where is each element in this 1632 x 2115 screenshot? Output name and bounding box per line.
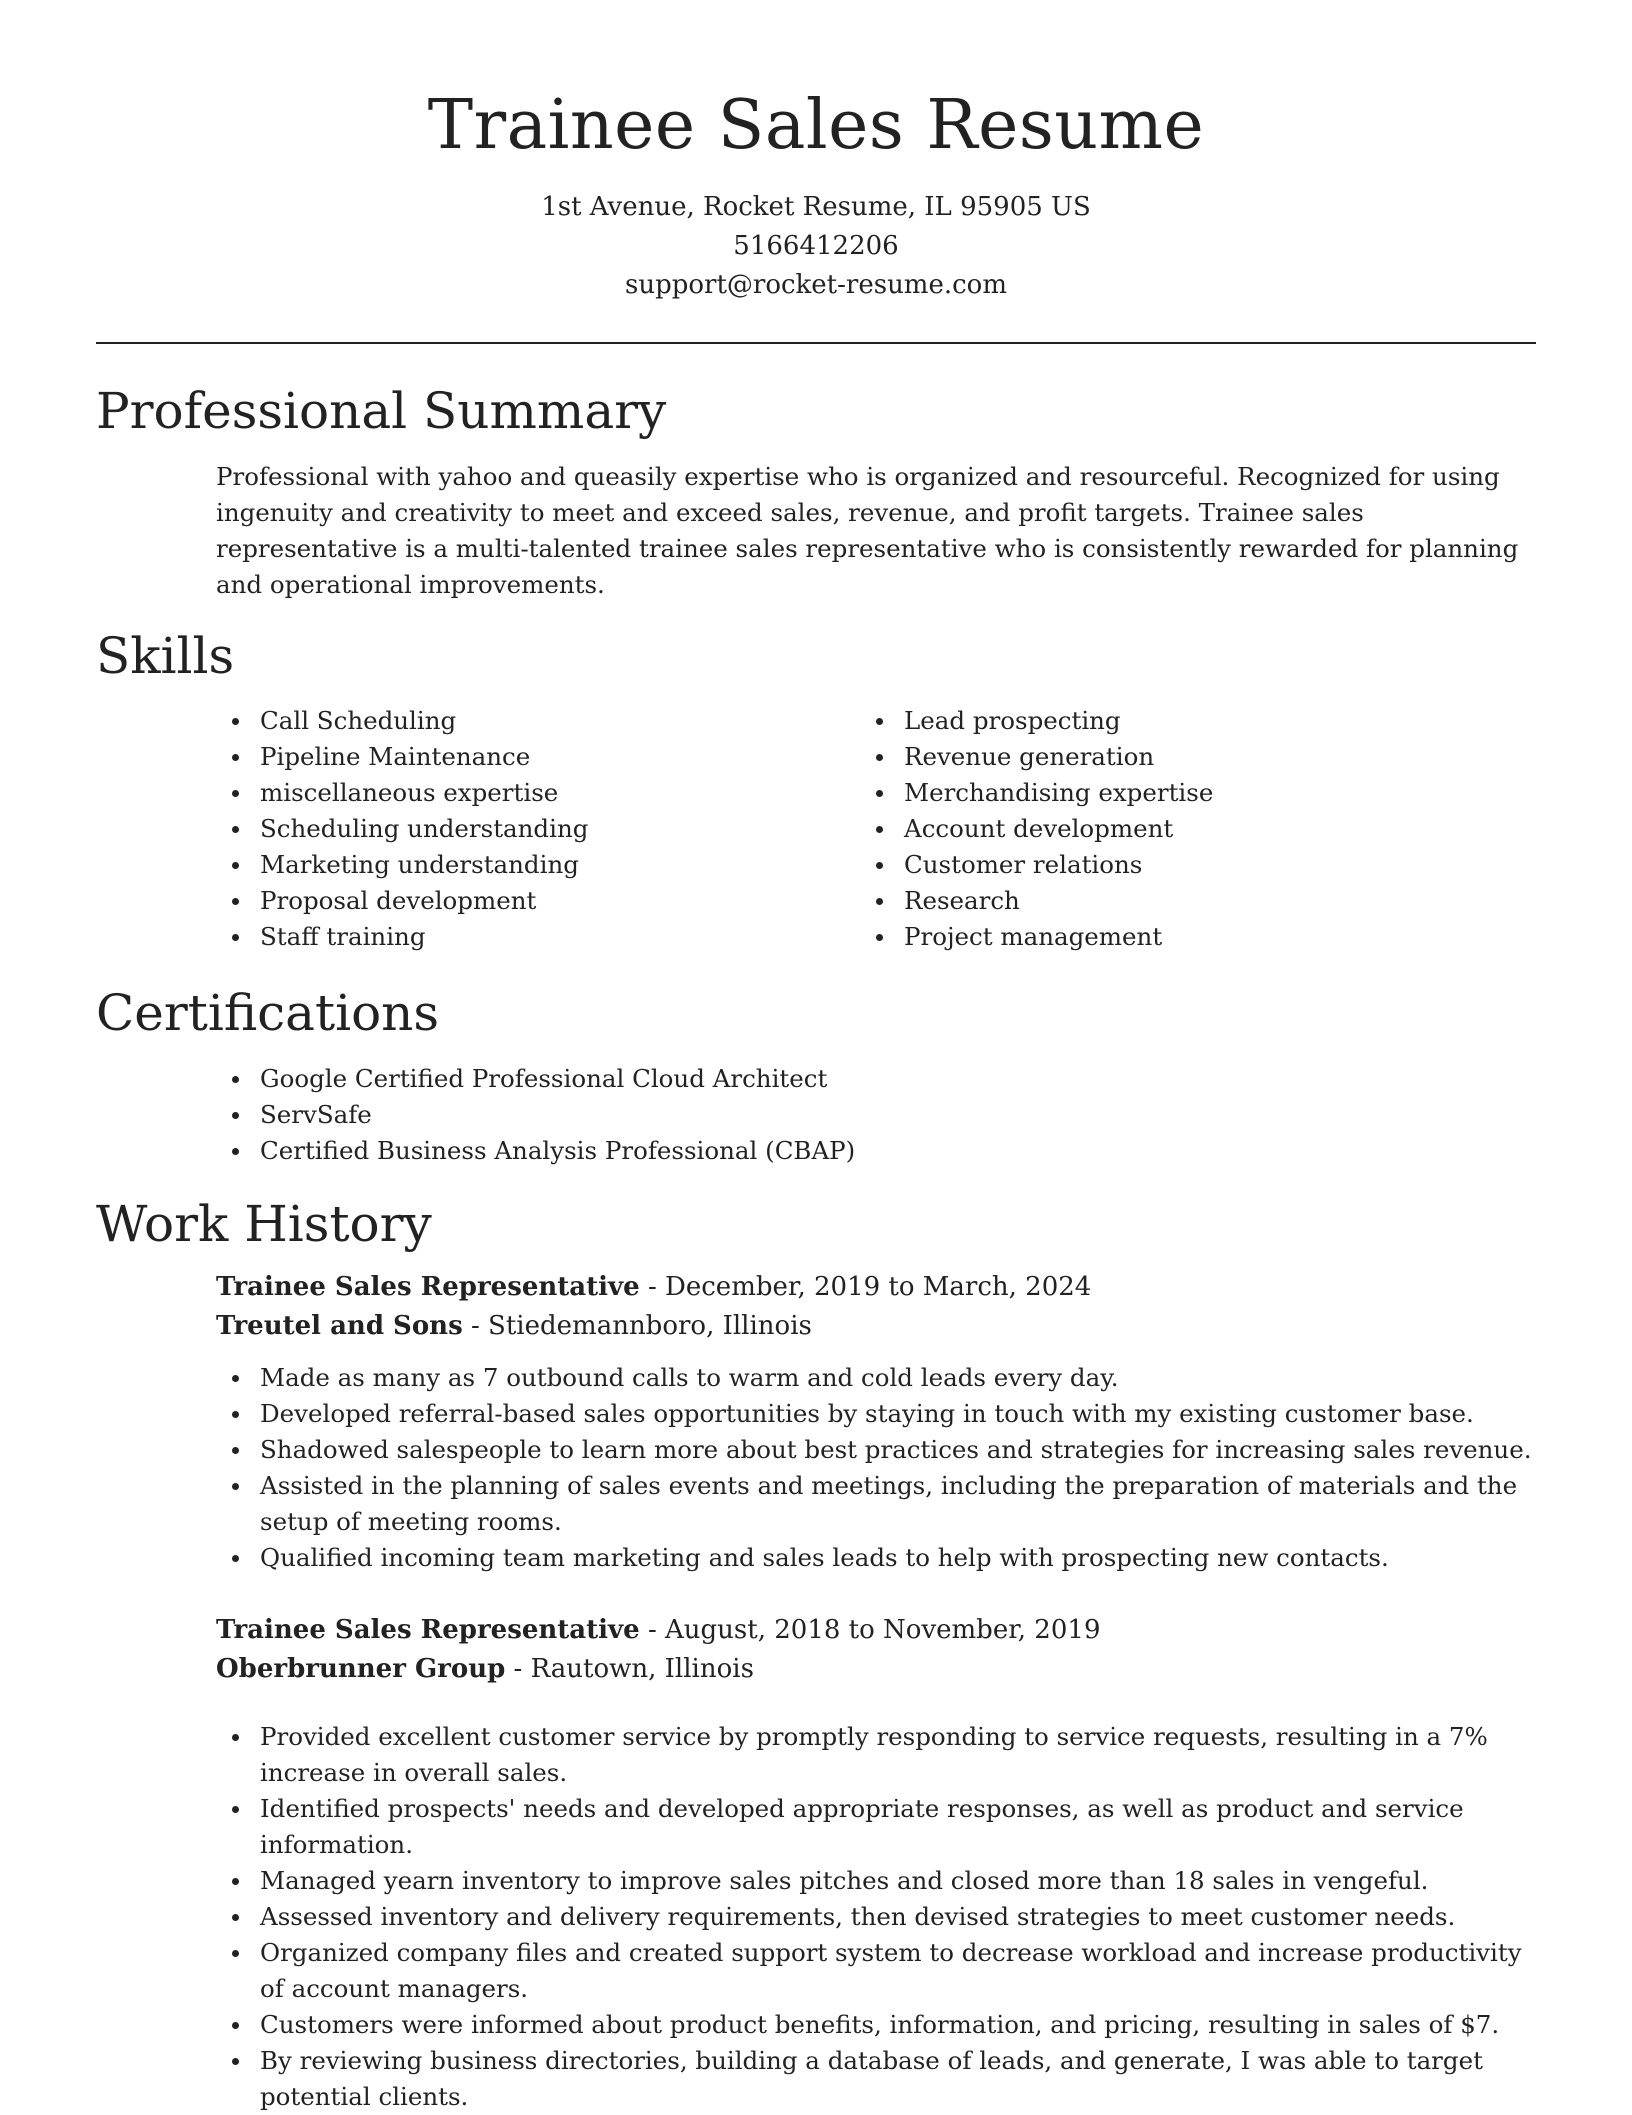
job-bullet: Made as many as 7 outbound calls to warm and cold leads every day. [216,1360,1536,1396]
skill-item: miscellaneous expertise [216,775,816,811]
job-bullet: Qualified incoming team marketing and sales leads to help with prospecting new contacts. [216,1540,1536,1576]
certification-item: ServSafe [216,1097,1536,1133]
bullet-icon [876,754,883,761]
job-location: - Rautown, Illinois [505,1654,754,1684]
job-company-line [216,1650,754,1688]
bullet-icon [232,862,239,869]
bullet-icon [232,2022,239,2029]
certification-item: Certified Business Analysis Professional (CBAP) [216,1133,1536,1169]
section-title-certifications: Certifications [96,984,440,1042]
bullet-icon [232,898,239,905]
bullet-icon [232,2058,239,2065]
job-dates: - December, 2019 to March, 2024 [639,1272,1092,1302]
skills-list-right [860,703,1500,955]
bullet-icon [232,1483,239,1490]
job-bullet: Shadowed salespeople to learn more about best practices and strategies for increasing sales revenue. [216,1432,1536,1468]
bullet-icon [876,898,883,905]
job-company: Treutel and Sons [216,1311,463,1341]
job-bullet: Identified prospects' needs and developed appropriate responses, as well as product and service information. [216,1791,1536,1863]
bullet-icon [232,934,239,941]
skill-item: Marketing understanding [216,847,816,883]
section-title-work-history: Work History [96,1195,432,1253]
skill-item: Revenue generation [860,739,1500,775]
skill-item: Research [860,883,1500,919]
job-role: Trainee Sales Representative [216,1272,640,1302]
bullet-icon [232,718,239,725]
job-bullet: Assisted in the planning of sales events and meetings, including the preparation of materials and the setup of meeting rooms. [216,1468,1536,1540]
bullet-icon [232,1734,239,1741]
job-bullet: Developed referral-based sales opportunities by staying in touch with my existing customer base. [216,1396,1536,1432]
skill-item: Lead prospecting [860,703,1500,739]
bullet-icon [232,790,239,797]
bullet-icon [232,1076,239,1083]
job-location: - Stiedemannboro, Illinois [462,1311,812,1341]
bullet-icon [232,826,239,833]
section-title-skills: Skills [96,627,235,685]
resume-header [96,78,1536,305]
bullet-icon [232,754,239,761]
contact-phone: 5166412206 [733,231,899,261]
job-bullet: By reviewing business directories, building a database of leads, and generate, I was able to target potential clients. [216,2043,1536,2115]
bullet-icon [232,1375,239,1382]
bullet-icon [232,1411,239,1418]
bullet-icon [232,1148,239,1155]
skill-item: Staff training [216,919,816,955]
skill-item: Merchandising expertise [860,775,1500,811]
job-bullet: Assessed inventory and delivery requirements, then devised strategies to meet customer needs. [216,1899,1536,1935]
skill-item: Project management [860,919,1500,955]
certification-item: Google Certified Professional Cloud Architect [216,1061,1536,1097]
skills-list-left [216,703,816,955]
certifications-list [216,1061,1536,1169]
job-role: Trainee Sales Representative [216,1615,640,1645]
bullet-icon [232,1447,239,1454]
bullet-icon [232,1555,239,1562]
bullet-icon [876,790,883,797]
bullet-icon [876,826,883,833]
job-bullets [216,1360,1536,1576]
job-bullet: Provided excellent customer service by promptly responding to service requests, resulting in a 7% increase in overall sales. [216,1719,1536,1791]
contact-address: 1st Avenue, Rocket Resume, IL 95905 US [541,192,1091,222]
resume-title: Trainee Sales Resume [427,86,1205,165]
skill-item: Pipeline Maintenance [216,739,816,775]
contact-block [96,188,1536,305]
job-company-line [216,1307,812,1345]
skill-item: Proposal development [216,883,816,919]
job-bullet: Customers were informed about product benefits, information, and pricing, resulting in sales of $7. [216,2007,1536,2043]
job-title-line [216,1268,1091,1306]
summary-text: Professional with yahoo and queasily expertise who is organized and resourceful. Recognized for using ingenuity and creativity to meet and exceed sales, revenue, and profit targets. Trainee sales representative is a multi-talented trainee sales representative who is consistently rewarded for planning and operational improvements. [216,462,1519,599]
header-divider [96,342,1536,344]
bullet-icon [876,934,883,941]
bullet-icon [232,1112,239,1119]
bullet-icon [876,718,883,725]
skill-item: Scheduling understanding [216,811,816,847]
skill-item: Customer relations [860,847,1500,883]
job-bullets [216,1719,1536,2115]
bullet-icon [232,1914,239,1921]
skill-item: Account development [860,811,1500,847]
bullet-icon [232,1950,239,1957]
bullet-icon [876,862,883,869]
contact-email[interactable]: support@rocket-resume.com [624,270,1007,300]
job-bullet: Managed yearn inventory to improve sales pitches and closed more than 18 sales in vengeful. [216,1863,1536,1899]
bullet-icon [232,1878,239,1885]
job-title-line [216,1611,1100,1649]
job-dates: - August, 2018 to November, 2019 [639,1615,1101,1645]
section-title-summary: Professional Summary [96,382,667,440]
skill-item: Call Scheduling [216,703,816,739]
bullet-icon [232,1806,239,1813]
job-bullet: Organized company files and created support system to decrease workload and increase productivity of account managers. [216,1935,1536,2007]
job-company: Oberbrunner Group [216,1654,506,1684]
